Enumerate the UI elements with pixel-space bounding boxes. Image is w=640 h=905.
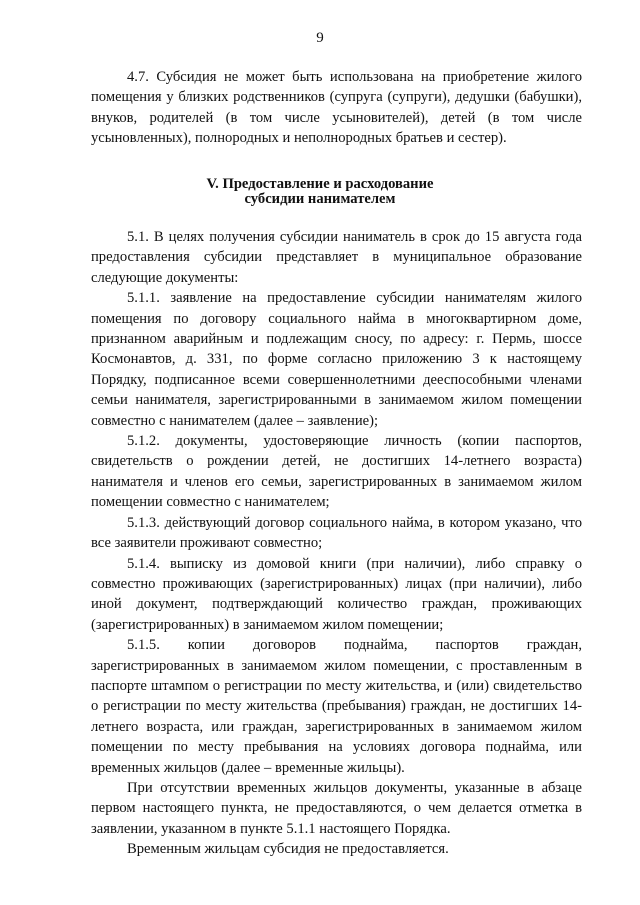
paragraph-5-1: 5.1. В целях получения субсидии наниматель в срок до 15 августа года предоставления субсидии представляет в муниципальное образование следующие документы:: [91, 229, 582, 286]
paragraph-4-7-block: [91, 67, 582, 149]
paragraph-no-temporary-residents: При отсутствии временных жильцов документы, указанные в абзаце первом настоящего пункта, не предоставляются, о чем делается отметка в заявлении, указанном в пункте 5.1.1 настоящего Порядка.: [91, 779, 582, 837]
paragraph-5-1-1: 5.1.1. заявление на предоставление субсидии нанимателям жилого помещения по договору социального найма в многоквартирном доме, признанном аварийным и подлежащим сносу, по адресу: г. Пермь, шоссе Космонавтов, д. 331, по форме согласно приложению 3 к настоящему Порядку, подписанное всеми совершеннолетними дееспособными членами семьи нанимателя, зарегистрированными в занимаемом жилом помещении совместно с нанимателем (далее – заявление);: [91, 290, 582, 429]
paragraph-5-1-3: 5.1.3. действующий договор социального найма, в котором указано, что все заявители проживают совместно;: [91, 514, 582, 552]
paragraph-5-1-2: 5.1.2. документы, удостоверяющие личность (копии паспортов, свидетельств о рождении детей, не достигших 14-летнего возраста) нанимателя и членов его семьи, зарегистрированных в занимаемом жилом помещении совместно с нанимателем;: [91, 433, 582, 511]
paragraph-5-1-5: 5.1.5. копии договоров поднайма, паспортов граждан, зарегистрированных в занимаемом жилом помещении, с проставленным в паспорте штампом о регистрации по месту жительства, и (или) свидетельство о регистрации по месту жительства (пребывания) граждан, не достигших 14-летнего возраста, или граждан, зарегистрированных в занимаемом жилом помещении по месту пребывания на условиях договора поднайма, или временных жильцов (далее – временные жильцы).: [91, 637, 582, 776]
section-body: [91, 227, 582, 860]
page-number: 9: [316, 30, 324, 46]
paragraph-4-7: 4.7. Субсидия не может быть использована на приобретение жилого помещения у близких родственников (супруга (супруги), дедушки (бабушки), внуков, родителей (в том числе усыновителей), детей (в том числе усыновленных), полнородных и неполнородных братьев и сестер).: [91, 69, 582, 147]
section-heading: [0, 177, 640, 207]
paragraph-5-1-4: 5.1.4. выписку из домовой книги (при наличии), либо справку о совместно проживающих (зарегистрированных) лицах (при наличии), либо иной документ, подтверждающий количество граждан, проживающих (зарегистрированных) в занимаемом жилом помещении;: [91, 555, 582, 633]
section-heading-line-2: субсидии нанимателем: [244, 191, 396, 207]
section-heading-line-1: V. Предоставление и расходование: [206, 176, 434, 192]
paragraph-temporary-residents-no-subsidy: Временным жильцам субсидия не предоставляется.: [127, 841, 449, 858]
